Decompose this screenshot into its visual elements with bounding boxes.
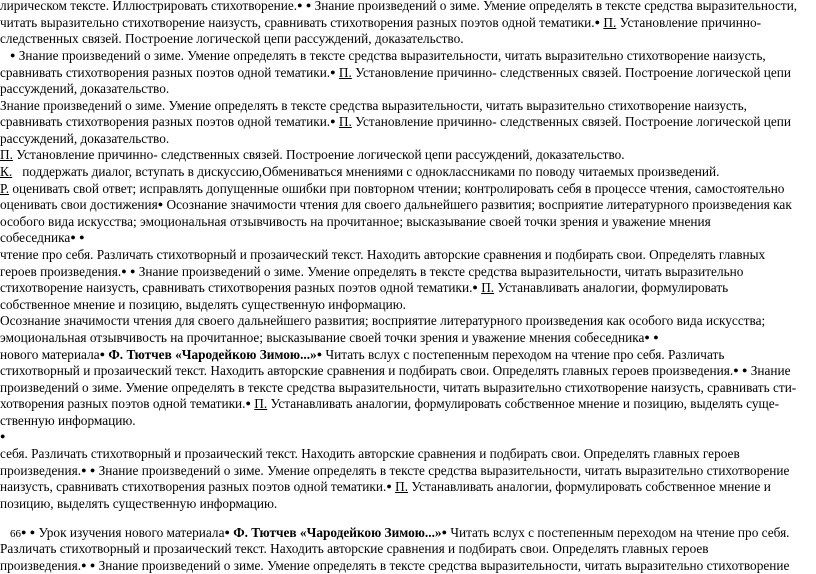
bullet-icon: ● (245, 398, 251, 408)
text-line: ● Знание произведений о зиме. Умение определять в тексте средства выразительности, читать выразительно стихотворение наизусть, (10, 48, 766, 63)
bullet-icon: ● (741, 365, 748, 375)
bullet-icon: ● (653, 332, 659, 342)
bullet-icon: ● (330, 67, 336, 77)
text-line: рассуждений, доказательство. (0, 81, 170, 96)
lesson-number: 66 (10, 528, 21, 540)
bullet-icon: ● (0, 431, 6, 441)
text-line: чтение про себя. Различать стихотворный и прозаический текст. Находить авторские сравнения и подбирать свои. Определять главных (0, 247, 766, 262)
bullet-icon: ● (441, 527, 447, 537)
text-line: эмоциональная отзывчивость на прочитанное; высказывание своей точки зрения и уважение мнения собеседника● ● (0, 330, 659, 345)
text-line: Р. оценивать свой ответ; исправлять допущенные ошибки при повторном чтении; контролировать себя в процессе чтения, самостоятельно (0, 181, 785, 196)
text-line (0, 428, 5, 445)
text-line: Различать стихотворный и прозаический текст. Находить авторские сравнения и подбирать свои. Определять главных героев (0, 541, 709, 556)
bullet-icon: ● (121, 266, 127, 276)
bullet-icon: ● (89, 465, 96, 475)
text-line: сравнивать стихотворения разных поэтов одной тематики.● П. Установление причинно- следственных связей. Построение логической цепи (0, 114, 792, 129)
text-line: оценивать свои достижения● Осознание значимости чтения для своего дальнейшего развития; восприятие литературного произведения как (0, 197, 792, 212)
bullet-icon: ● (316, 349, 323, 359)
text-line: произведения.● ● Знание произведений о зиме. Умение определять в тексте средства выразительности, читать выразительно стихотворение (0, 463, 790, 478)
text-line: ственную информацию. (0, 413, 136, 428)
bullet-icon: ● (733, 365, 739, 375)
text-line: П. Установление причинно- следственных связей. Построение логической цепи рассуждений, доказательство. (0, 147, 625, 162)
text-line: читать выразительно стихотворение наизусть, сравнивать стихотворения разных поэтов одной тематики.● П. Установление причинно- (0, 15, 762, 30)
text-line: Осознание значимости чтения для своего дальнейшего развития; восприятие литературного произведения как особого вида искусства; (0, 313, 766, 328)
bullet-icon: ● (21, 527, 27, 537)
text-line: наизусть, сравнивать стихотворения разных поэтов одной тематики.● П. Устанавливать аналогии, формулировать собственное мнение и (0, 479, 771, 494)
bullet-icon: ● (157, 199, 164, 209)
bullet-icon: ● (386, 481, 392, 491)
text-line: хотворения разных поэтов одной тематики.● П. Устанавливать аналогии, формулировать собственное мнение и позицию, выделять суще- (0, 396, 780, 411)
text-line: себя. Различать стихотворный и прозаический текст. Находить авторские сравнения и подбирать свои. Определять главных героев (0, 446, 740, 461)
bullet-icon: ● (224, 527, 230, 537)
text-line: героев произведения.● ● Знание произведений о зиме. Умение определять в тексте средства выразительности, читать выразительно (0, 264, 744, 279)
bullet-icon: ● (594, 17, 601, 27)
text-line: собственное мнение и позицию, выделять существенную информацию. (0, 297, 406, 312)
text-line: 66● ● Урок изучения нового материала● Ф. Тютчев «Чародейкою Зимою...»● Читать вслух с постепенным переходом на чтение про себя. (10, 525, 790, 540)
text-line: стихотворение наизусть, сравнивать стихотворения разных поэтов одной тематики.● П. Устанавливать аналогии, формулировать (0, 280, 729, 295)
text-line: рассуждений, доказательство. (0, 131, 170, 146)
text-line: позицию, выделять существенную информацию. (0, 496, 278, 511)
bullet-icon: ● (70, 232, 76, 242)
bullet-icon: ● (10, 50, 16, 60)
bullet-icon: ● (29, 527, 36, 537)
text-line: Знание произведений о зиме. Умение определять в тексте средства выразительности, читать выразительно стихотворение наизусть, (0, 98, 747, 113)
bullet-icon: ● (644, 332, 650, 342)
text-line: лирическом тексте. Иллюстрировать стихотворение.● ● Знание произведений о зиме. Умение определять в тексте средства выразительности, (0, 0, 798, 13)
text-line: сравнивать стихотворения разных поэтов одной тематики.● П. Установление причинно- следственных связей. Построение логической цепи (0, 65, 792, 80)
bullet-icon: ● (79, 232, 85, 242)
bullet-icon: ● (330, 116, 336, 126)
bullet-icon: ● (305, 0, 312, 10)
text-line: собеседника● ● (0, 230, 85, 245)
bullet-icon: ● (297, 0, 303, 10)
text-line: следственных связей. Построение логической цепи рассуждений, доказательство. (0, 31, 464, 46)
bullet-icon: ● (81, 560, 87, 570)
text-line: стихотворный и прозаический текст. Находить авторские сравнения и подбирать свои. Определять главных героев произведения.● ● Знание (0, 363, 791, 378)
text-line: произведения.● ● Знание произведений о зиме. Умение определять в тексте средства выразительности, читать выразительно стихотворение (0, 558, 790, 573)
bullet-icon: ● (129, 266, 136, 276)
bullet-icon: ● (99, 349, 106, 359)
bullet-icon: ● (81, 465, 87, 475)
text-line: К. поддержать диалог, вступать в дискуссию,Обмениваться мнениями с одноклассниками по поводу читаемых произведений. (0, 164, 720, 179)
text-line: особого вида искусства; эмоциональная отзывчивость на прочитанное; высказывание своей точки зрения и уважение мнения (0, 214, 711, 229)
lesson-title: Ф. Тютчев «Чародейкою Зимою...» (108, 347, 317, 362)
lesson-title: Ф. Тютчев «Чародейкою Зимою...» (233, 525, 442, 540)
bullet-icon: ● (472, 282, 478, 292)
text-line: нового материала● Ф. Тютчев «Чародейкою Зимою...»● Читать вслух с постепенным переходом на чтение про себя. Различать (0, 347, 725, 362)
bullet-icon: ● (89, 560, 96, 570)
text-line: произведений о зиме. Умение определять в тексте средства выразительности, читать выразительно стихотворение наизусть, сравнивать сти- (0, 380, 797, 395)
